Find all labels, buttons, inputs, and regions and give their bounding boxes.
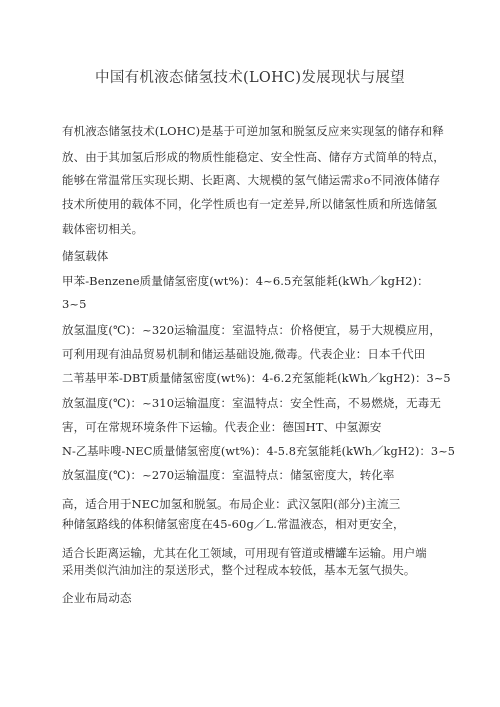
- paragraph-line: 技术所使用的载体不同，化学性质也有一定差异,所以储氢性质和所选储氢: [62, 197, 437, 211]
- paragraph-line: 3~5: [62, 297, 87, 311]
- paragraph-line: 适合长距离运输，尤其在化工领域，可用现有管道或槽罐车运输。用户端: [62, 547, 427, 560]
- section-heading: 储氢载体: [62, 249, 109, 263]
- paragraph-line: N-乙基咔嗖-NEC质量储氢密度(wt%)：4-5.8充氢能耗(kWh／kgH2)：3~5: [62, 445, 456, 458]
- paragraph-line: 甲苯-Benzene质量储氢密度(wt%)：4~6.5充氢能耗(kWh／kgH2)：: [62, 274, 429, 288]
- paragraph-line: 有机液态储氢技术(LOHC)是基于可逆加氢和脱氢反应来实现氢的储存和释: [62, 124, 444, 138]
- paragraph-line: 放氢温度(℃)：~320运输温度：室温特点：价格便宜，易于大规模应用，: [62, 323, 441, 337]
- document-title: 中国有机液态储氢技术(LOHC)发展现状与展望: [95, 70, 405, 86]
- section-heading: 企业布局动态: [62, 591, 132, 605]
- paragraph-line: 种储氢路线的体积储氢密度在45-60g／L.常温液态，相对更安全，: [62, 517, 405, 531]
- paragraph-line: 放氢温度(℃)：~270运输温度：室温特点：储氢密度大，转化率: [62, 468, 395, 482]
- paragraph-line: 放氢温度(℃)：~310运输温度：室温特点：安全性高，不易燃烧，无毒无: [62, 396, 441, 410]
- paragraph-line: 放、由于其加氢后形成的物质性能稳定、安全性高、储存方式简单的特点，: [62, 150, 445, 164]
- paragraph-line: 害，可在常规环境条件下运输。代表企业：德国HT、中氢源安: [62, 420, 382, 434]
- paragraph-line: 高，适合用于NEC加氢和脱氢。布局企业：武汉氢阳(部分)主流三: [62, 497, 401, 511]
- paragraph-line: 二苇基甲苯-DBT质量储氢密度(wt%)：4-6.2充氢能耗(kWh／kgH2)：3~5: [62, 372, 451, 385]
- paragraph-line: 可利用现有油品贸易机制和储运基础设施,微毒。代表企业：日本千代田: [62, 347, 426, 361]
- paragraph-line: 载体密切相关。: [62, 222, 144, 236]
- paragraph-line: 能够在常温常压实现长期、长距离、大规模的氢气储运需求o不同液体储存: [62, 173, 441, 187]
- paragraph-line: 采用类似汽油加注的泵送形式，整个过程成本较低，基本无氢气损失。: [62, 564, 416, 577]
